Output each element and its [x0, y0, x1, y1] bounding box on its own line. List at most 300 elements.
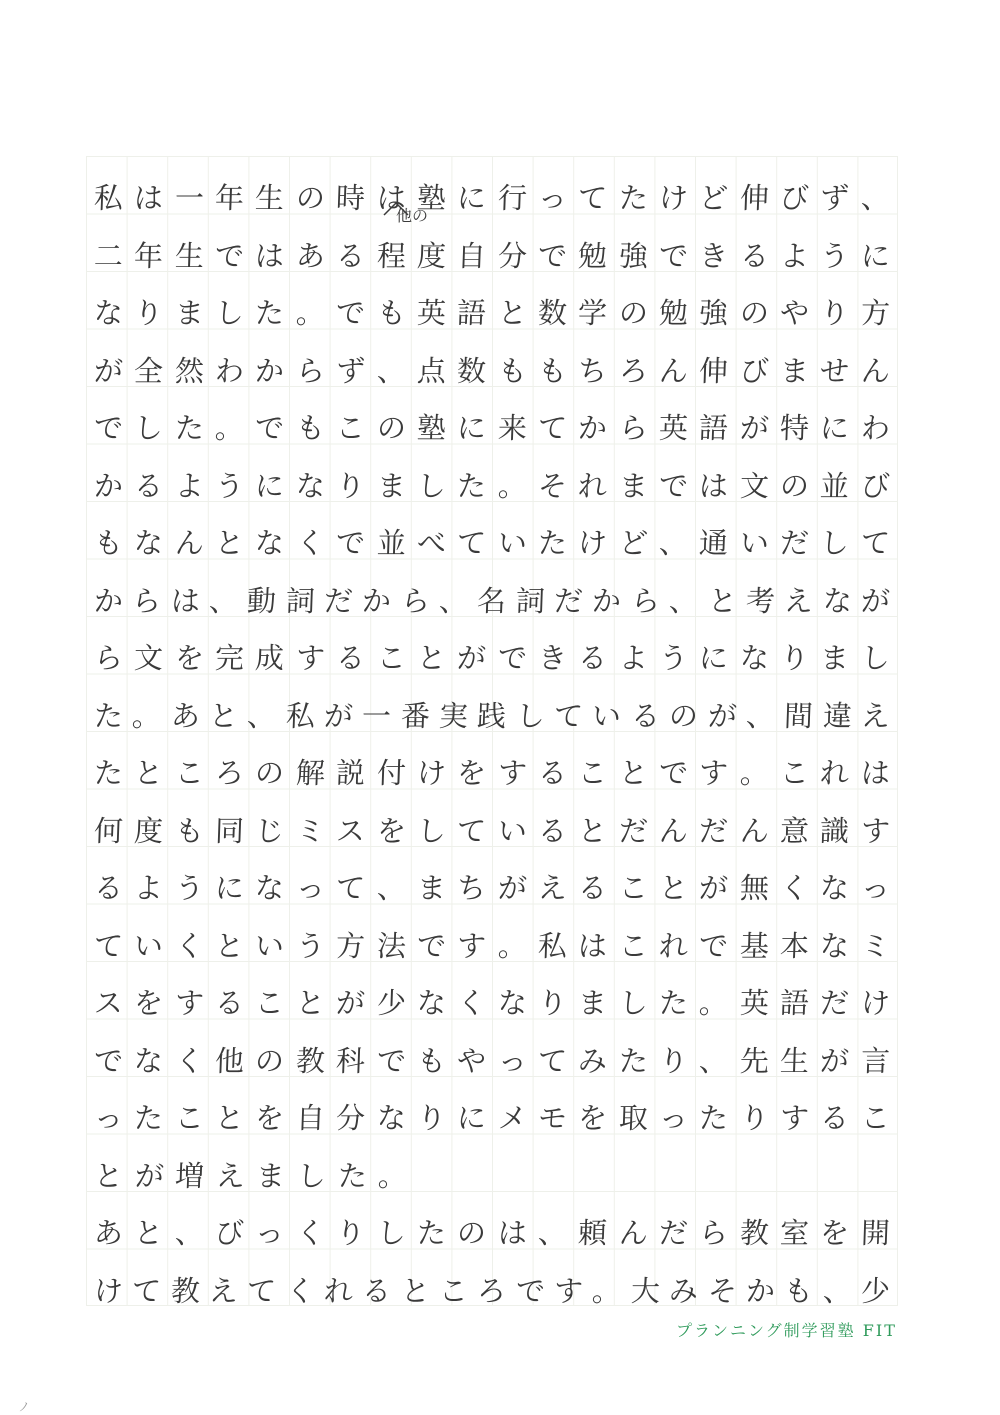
essay-char: は	[254, 238, 286, 273]
essay-char: 然	[174, 353, 205, 388]
essay-char: と	[416, 641, 447, 675]
essay-char: っ	[496, 1043, 528, 1078]
essay-char: な	[254, 526, 286, 560]
essay-char: 、	[537, 1216, 568, 1250]
essay-char: が	[819, 1043, 851, 1078]
essay-char: り	[658, 1043, 689, 1078]
essay-char: せ	[819, 353, 851, 388]
manuscript-grid	[86, 156, 898, 1306]
essay-char: に	[698, 641, 729, 675]
essay-char: の	[295, 181, 326, 215]
essay-char: だ	[618, 813, 649, 848]
essay-line	[86, 860, 898, 916]
essay-char: 英	[416, 296, 447, 330]
essay-char: い	[591, 698, 623, 733]
essay-char: も	[537, 353, 568, 388]
essay-char: 大	[630, 1273, 661, 1308]
essay-char: 開	[860, 1216, 891, 1250]
essay-char: る	[335, 238, 366, 273]
essay-char: 私	[93, 181, 124, 215]
essay-char: て	[553, 698, 584, 733]
essay-char: そ	[706, 1273, 738, 1308]
essay-char: 。	[591, 1273, 623, 1308]
essay-line	[86, 688, 898, 744]
essay-char: の	[779, 468, 810, 503]
essay-char: ま	[174, 296, 205, 330]
essay-char: ミ	[860, 928, 891, 963]
essay-line	[86, 400, 898, 456]
essay-char: 文	[739, 468, 770, 503]
essay-char: を	[133, 986, 164, 1020]
essay-char: び	[739, 353, 770, 388]
essay-char: だ	[658, 1216, 689, 1250]
essay-char: 、	[668, 583, 699, 618]
essay-char: え	[215, 1158, 246, 1193]
essay-char: 私	[285, 698, 316, 733]
essay-char: え	[860, 698, 891, 733]
essay-char: 塾	[416, 181, 447, 215]
essay-char: す	[174, 986, 205, 1020]
essay-char: の	[668, 698, 699, 733]
essay-char: 年	[214, 181, 245, 215]
essay-char: ろ	[476, 1273, 508, 1308]
essay-char: た	[698, 1101, 729, 1135]
essay-char: で	[214, 238, 245, 273]
essay-char: た	[416, 1216, 447, 1250]
essay-char: 、	[745, 698, 776, 733]
essay-char: す	[496, 756, 528, 790]
essay-char: ど	[698, 181, 729, 215]
essay-char: 方	[335, 928, 366, 963]
essay-char: と	[208, 698, 239, 733]
essay-char: あ	[93, 1216, 124, 1250]
essay-char: じ	[254, 813, 286, 848]
essay-char: け	[93, 1273, 124, 1308]
essay-line	[86, 1205, 898, 1261]
essay-char: で	[658, 468, 689, 503]
essay-char: な	[821, 583, 853, 618]
essay-char: る	[214, 986, 245, 1020]
essay-char: ち	[577, 353, 608, 388]
essay-char: 。	[739, 756, 770, 790]
essay-char: ず	[819, 181, 851, 215]
essay-char: た	[93, 698, 124, 733]
essay-char: に	[860, 238, 891, 273]
essay-char: は	[577, 928, 608, 963]
essay-char: く	[295, 526, 326, 560]
essay-char: と	[577, 813, 608, 848]
essay-char: た	[93, 756, 124, 790]
essay-char: な	[254, 871, 286, 905]
essay-char: 、	[821, 1273, 853, 1308]
essay-char: し	[860, 641, 891, 675]
essay-char: と	[214, 1101, 245, 1135]
essay-char: え	[537, 871, 568, 905]
essay-char: ど	[618, 526, 649, 560]
essay-char: 通	[698, 526, 729, 560]
essay-char: と	[400, 1273, 431, 1308]
essay-char: は	[170, 583, 201, 618]
essay-char: は	[860, 756, 891, 790]
essay-char: け	[416, 756, 447, 790]
essay-char: い	[254, 928, 286, 963]
essay-char: 少	[860, 1273, 891, 1308]
essay-char: に	[456, 181, 487, 215]
essay-char: を	[254, 1101, 286, 1135]
essay-line	[86, 343, 898, 399]
essay-char: な	[416, 986, 447, 1020]
essay-char: の	[254, 1043, 286, 1078]
essay-char: れ	[577, 468, 608, 503]
essay-char: よ	[779, 238, 810, 273]
essay-char: が	[496, 871, 528, 905]
essay-char: の	[456, 1216, 487, 1250]
essay-line	[86, 285, 898, 341]
essay-line	[86, 573, 898, 629]
essay-char: っ	[860, 871, 891, 905]
essay-char: な	[93, 296, 124, 330]
essay-char: 違	[821, 698, 853, 733]
essay-char: ん	[174, 526, 205, 560]
essay-char: 来	[496, 411, 528, 445]
essay-char: で	[537, 238, 568, 273]
essay-char: え	[783, 583, 814, 618]
essay-char: ま	[375, 468, 407, 503]
essay-char: 年	[133, 238, 164, 273]
essay-char: な	[496, 986, 528, 1020]
essay-char: で	[335, 526, 366, 560]
essay-char: な	[819, 928, 851, 963]
essay-char: 。	[377, 1158, 408, 1193]
essay-char: 一	[174, 181, 205, 215]
essay-char: く	[456, 986, 487, 1020]
essay-char: 点	[416, 353, 447, 388]
essay-char: ん	[658, 353, 689, 388]
essay-char: け	[658, 181, 689, 215]
essay-char: び	[779, 181, 810, 215]
essay-char: す	[698, 756, 729, 790]
essay-char: 教	[170, 1273, 201, 1308]
essay-char: 度	[133, 813, 164, 848]
essay-char: ん	[618, 1216, 649, 1250]
essay-char: ま	[577, 986, 608, 1020]
essay-char: 文	[133, 641, 164, 675]
essay-char: で	[515, 1273, 546, 1308]
essay-char: 私	[537, 928, 568, 963]
essay-char: 学	[577, 296, 608, 330]
essay-char: 、	[658, 526, 689, 560]
essay-char: 、	[375, 871, 407, 905]
essay-char: 分	[335, 1101, 366, 1135]
essay-line	[86, 515, 898, 571]
essay-char: も	[783, 1273, 814, 1308]
essay-char: や	[779, 296, 810, 330]
essay-char: か	[361, 583, 392, 618]
essay-line	[86, 228, 898, 284]
essay-char: か	[745, 1273, 776, 1308]
essay-line	[86, 1148, 898, 1204]
essay-char: で	[658, 238, 689, 273]
essay-char: で	[375, 1043, 407, 1078]
essay-char: う	[295, 928, 326, 963]
essay-char: り	[335, 468, 366, 503]
essay-char: て	[456, 526, 487, 560]
essay-char: ち	[456, 871, 487, 905]
essay-char: ら	[93, 641, 124, 675]
essay-char: を	[577, 1101, 608, 1135]
essay-char: 並	[819, 468, 851, 503]
essay-char: ろ	[214, 756, 245, 790]
essay-char: す	[295, 641, 326, 675]
essay-char: 英	[658, 411, 689, 445]
essay-char: の	[254, 756, 286, 790]
essay-char: こ	[577, 756, 608, 790]
essay-char: に	[254, 468, 286, 503]
essay-char: 、	[860, 181, 891, 215]
essay-char: 本	[779, 928, 810, 963]
essay-char: を	[174, 641, 205, 675]
essay-char: な	[133, 526, 164, 560]
essay-line	[86, 1090, 898, 1146]
essay-char: で	[496, 641, 528, 675]
essay-char: り	[537, 986, 568, 1020]
essay-char: は	[133, 181, 164, 215]
essay-char: っ	[254, 1216, 286, 1250]
essay-char: ス	[335, 813, 366, 848]
essay-char: し	[515, 698, 546, 733]
essay-char: だ	[698, 813, 729, 848]
essay-char: 成	[254, 641, 286, 675]
essay-char: を	[375, 813, 407, 848]
essay-char: 自	[456, 238, 487, 273]
essay-char: で	[335, 296, 366, 330]
essay-char: 名	[476, 583, 508, 618]
essay-char: て	[860, 526, 891, 560]
essay-char: こ	[174, 1101, 205, 1135]
essay-char: 強	[618, 238, 649, 273]
essay-char: も	[174, 813, 205, 848]
essay-char: が	[739, 411, 770, 445]
essay-char: っ	[93, 1101, 124, 1135]
essay-char: だ	[323, 583, 354, 618]
essay-char: 。	[496, 468, 528, 503]
essay-char: な	[375, 1101, 407, 1135]
essay-char: し	[819, 526, 851, 560]
essay-char: 動	[246, 583, 277, 618]
essay-char: ろ	[618, 353, 649, 388]
essay-char: 同	[214, 813, 245, 848]
essay-char: る	[537, 756, 568, 790]
essay-char: て	[335, 871, 366, 905]
essay-char: こ	[438, 1273, 469, 1308]
essay-char: み	[577, 1043, 608, 1078]
essay-char: き	[698, 238, 729, 273]
essay-char: て	[131, 1273, 162, 1308]
essay-char: え	[208, 1273, 239, 1308]
essay-char: 行	[496, 181, 528, 215]
essay-char: 先	[739, 1043, 770, 1078]
essay-char: み	[668, 1273, 699, 1308]
essay-char: た	[618, 1043, 649, 1078]
essay-char: っ	[658, 1101, 689, 1135]
essay-char: で	[698, 928, 729, 963]
essay-char: 数	[456, 353, 487, 388]
essay-char: ま	[416, 871, 447, 905]
essay-char: い	[496, 526, 528, 560]
essay-char: る	[577, 641, 608, 675]
essay-char: し	[296, 1158, 327, 1193]
essay-char: 詞	[515, 583, 546, 618]
essay-char: て	[537, 411, 568, 445]
essay-char: 全	[133, 353, 164, 388]
essay-char: く	[295, 1216, 326, 1250]
essay-char: 番	[400, 698, 431, 733]
essay-char: ミ	[295, 813, 326, 848]
essay-char: や	[456, 1043, 487, 1078]
essay-char: た	[174, 411, 205, 445]
essay-line	[86, 170, 898, 226]
essay-char: し	[416, 468, 447, 503]
essay-char: な	[133, 1043, 164, 1078]
essay-char: る	[819, 1101, 851, 1135]
essay-char: あ	[295, 238, 326, 273]
essay-char: よ	[618, 641, 649, 675]
essay-char: 考	[745, 583, 776, 618]
essay-char: る	[537, 813, 568, 848]
essay-char: 教	[739, 1216, 770, 1250]
essay-char: た	[658, 986, 689, 1020]
essay-char: び	[214, 1216, 245, 1250]
essay-char: ま	[255, 1158, 286, 1193]
essay-char: が	[323, 698, 354, 733]
essay-char: 語	[779, 986, 810, 1020]
essay-char: 増	[174, 1158, 205, 1193]
essay-char: メ	[496, 1101, 528, 1135]
essay-char: し	[375, 1216, 407, 1250]
essay-char: が	[93, 353, 124, 388]
essay-char: あ	[170, 698, 201, 733]
essay-char: と	[658, 871, 689, 905]
essay-line	[86, 458, 898, 514]
essay-char: 室	[779, 1216, 810, 1250]
essay-char: と	[706, 583, 738, 618]
essay-line	[86, 1263, 898, 1319]
essay-char: う	[819, 238, 851, 273]
essay-char: よ	[174, 468, 205, 503]
essay-char: 数	[537, 296, 568, 330]
essay-char: 程	[375, 238, 407, 273]
essay-char: し	[618, 986, 649, 1020]
essay-char: を	[456, 756, 487, 790]
essay-char: て	[246, 1273, 277, 1308]
essay-char: か	[577, 411, 608, 445]
essay-char: こ	[254, 986, 286, 1020]
essay-char: こ	[860, 1101, 891, 1135]
essay-char: い	[133, 928, 164, 963]
essay-char: で	[416, 928, 447, 963]
essay-char: ス	[93, 986, 124, 1020]
essay-char: り	[335, 1216, 366, 1250]
essay-char: も	[496, 353, 528, 388]
essay-char: 並	[375, 526, 407, 560]
essay-char: 時	[335, 181, 366, 215]
essay-char: 、	[208, 583, 239, 618]
essay-char: よ	[133, 871, 164, 905]
essay-char: 教	[295, 1043, 326, 1078]
essay-char: う	[174, 871, 205, 905]
essay-char: れ	[819, 756, 851, 790]
essay-char: 語	[456, 296, 487, 330]
essay-char: な	[819, 871, 851, 905]
essay-char: 語	[698, 411, 729, 445]
essay-char: も	[375, 296, 407, 330]
essay-char: こ	[335, 411, 366, 445]
essay-char: の	[618, 296, 649, 330]
essay-char: っ	[537, 181, 568, 215]
essay-char: う	[214, 468, 245, 503]
essay-char: が	[335, 986, 366, 1020]
essay-char: き	[537, 641, 568, 675]
essay-char: 自	[295, 1101, 326, 1135]
essay-char: す	[456, 928, 487, 963]
essay-char: も	[93, 526, 124, 560]
essay-char: の	[739, 296, 770, 330]
essay-line	[86, 803, 898, 859]
essay-char: 勉	[658, 296, 689, 330]
essay-char: を	[819, 1216, 851, 1250]
essay-char: れ	[658, 928, 689, 963]
essay-char: く	[285, 1273, 316, 1308]
essay-char: か	[93, 583, 124, 618]
essay-char: ん	[658, 813, 689, 848]
essay-char: る	[93, 871, 124, 905]
essay-char: と	[295, 986, 326, 1020]
essay-char: ら	[400, 583, 431, 618]
essay-char: も	[295, 411, 326, 445]
essay-char: 、	[438, 583, 469, 618]
essay-char: な	[739, 641, 770, 675]
essay-char: 法	[375, 928, 407, 963]
essay-char: は	[496, 1216, 528, 1250]
essay-char: わ	[860, 411, 891, 445]
essay-char: 強	[698, 296, 729, 330]
essay-char: ら	[630, 583, 661, 618]
essay-char: と	[618, 756, 649, 790]
essay-char: 、	[174, 1216, 205, 1250]
essay-char: 伸	[698, 353, 729, 388]
essay-char: と	[496, 296, 528, 330]
essay-char: び	[860, 468, 891, 503]
essay-line	[86, 975, 898, 1031]
essay-char: 意	[779, 813, 810, 848]
essay-char: は	[698, 468, 729, 503]
essay-char: く	[174, 1043, 205, 1078]
essay-char: た	[618, 181, 649, 215]
essay-char: に	[819, 411, 851, 445]
essay-char: が	[698, 871, 729, 905]
essay-char: わ	[214, 353, 245, 388]
essay-char: で	[93, 411, 124, 445]
essay-char: ま	[779, 353, 810, 388]
essay-char: 識	[819, 813, 851, 848]
essay-line	[86, 630, 898, 686]
essay-char: な	[295, 468, 326, 503]
essay-char: こ	[375, 641, 407, 675]
essay-char: ら	[618, 411, 649, 445]
essay-char: 無	[739, 871, 770, 905]
essay-char: 。	[214, 411, 245, 445]
essay-char: で	[254, 411, 286, 445]
